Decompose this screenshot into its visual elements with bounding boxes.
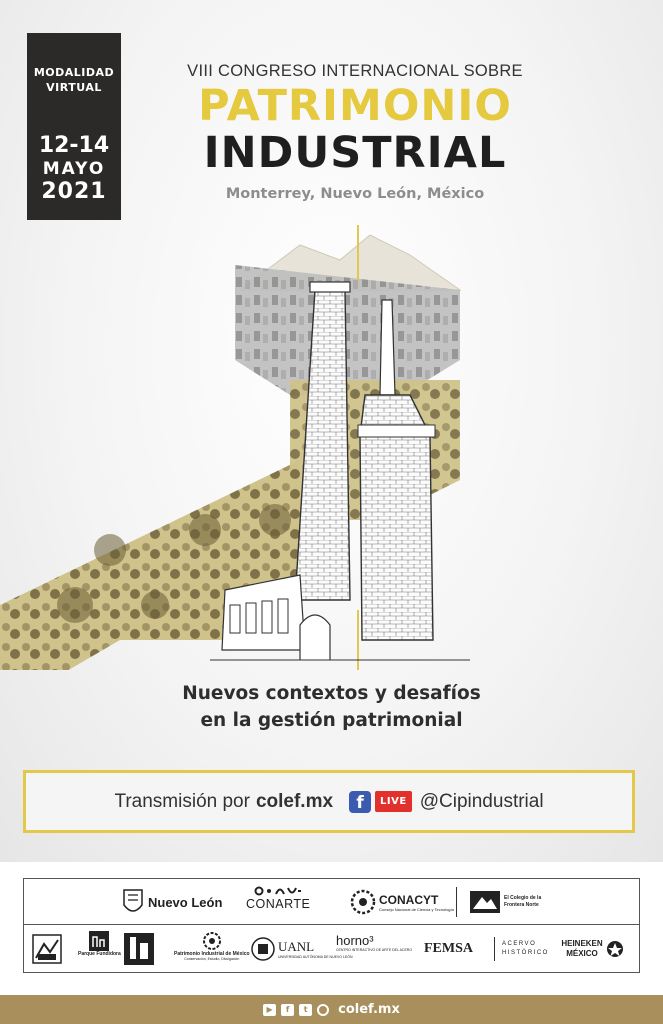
logo-heineken (558, 933, 624, 965)
uanl-shield-icon (250, 935, 276, 963)
sponsors-divider (24, 924, 639, 925)
live-badge: LIVE (375, 791, 412, 812)
logo-pim-subtext: Conservación, Estudio, Divulgación (184, 957, 240, 961)
modality-date-badge (27, 33, 121, 220)
logo-nuevo-leon (122, 885, 222, 919)
conarte-mark-icon (254, 885, 302, 897)
logo-horno3-subtext: CENTRO INTERACTIVO DE ARTE DEL ACERO (336, 948, 413, 952)
twitter-icon[interactable]: t (299, 1004, 312, 1016)
logo-heineken-text: HEINEKEN MÉXICO (561, 939, 603, 958)
logo-conacyt-text: CONACYT (379, 892, 439, 907)
logo-museum-mark (124, 931, 154, 967)
logo-nuevo-leon-text: Nuevo León (148, 894, 223, 910)
event-year: 2021 (41, 179, 107, 204)
footer-website-link[interactable]: colef.mx (338, 1002, 400, 1017)
instagram-icon[interactable] (317, 1004, 329, 1016)
title-industrial: INDUSTRIAL (203, 128, 507, 178)
logo-acervo-text: ACERVO HISTÓRICO (502, 941, 549, 956)
social-handle[interactable]: @Cipindustrial (419, 790, 544, 812)
logo-conarte (246, 885, 310, 919)
logo-pim-text: Patrimonio Industrial de México (174, 951, 250, 957)
title-block (150, 60, 560, 202)
conference-subtitle (100, 680, 563, 734)
sponsors-section (0, 862, 663, 995)
subtitle-line-1: Nuevos contextos y desafíos (182, 683, 481, 704)
logo-parque-fundidora-text: Parque Fundidora (78, 951, 121, 957)
logo-horno3-text: horno³ (336, 933, 374, 948)
logo-conacyt (350, 885, 454, 919)
transmission-site-link[interactable]: colef.mx (255, 790, 334, 812)
logo-fundidora-mark (30, 931, 64, 967)
logo-femsa-text: FEMSA (424, 941, 473, 956)
femsa-separator (494, 937, 495, 961)
footer-bar (0, 995, 663, 1024)
fundidora-emblem-icon (30, 932, 64, 966)
logo-horno3 (336, 933, 412, 965)
logo-patrimonio-industrial-mexico (174, 931, 250, 967)
event-location: Monterrey, Nuevo León, México (225, 186, 485, 202)
heineken-star-icon (606, 940, 624, 958)
subtitle-line-2: en la gestión patrimonial (200, 710, 463, 731)
facebook-icon[interactable]: f (349, 791, 371, 813)
transmission-box (23, 770, 635, 833)
youtube-icon[interactable]: ▶ (263, 1004, 276, 1016)
logo-conarte-text: CONARTE (246, 897, 311, 911)
event-dates: 12-14 (38, 133, 110, 158)
logo-acervo-historico (502, 935, 554, 963)
sponsor-separator (456, 887, 457, 917)
modality-value: VIRTUAL (46, 81, 102, 94)
conacyt-globe-icon (350, 889, 376, 915)
congress-label: VIII CONGRESO INTERNACIONAL SOBRE (187, 62, 523, 80)
museum-emblem-icon (124, 933, 154, 965)
nuevo-leon-shield-icon (122, 887, 144, 917)
parque-fundidora-icon (89, 931, 109, 951)
chimney-illustration (0, 220, 663, 670)
logo-colef (470, 887, 550, 917)
logo-colef-text: El Colegio de la Frontera Norte (504, 895, 542, 908)
transmission-label: Transmisión por (114, 790, 250, 812)
title-patrimonio: PATRIMONIO (198, 81, 512, 131)
logo-uanl-text: UANL (278, 939, 315, 954)
logo-uanl-subtext: UNIVERSIDAD AUTÓNOMA DE NUEVO LEÓN (278, 955, 353, 959)
logo-conacyt-subtext: Consejo Nacional de Ciencia y Tecnología (379, 906, 454, 912)
logo-parque-fundidora (78, 931, 121, 967)
facebook-icon[interactable]: f (281, 1004, 294, 1016)
sponsors-frame (23, 878, 640, 973)
event-month: MAYO (42, 159, 106, 179)
round-chimney (380, 300, 395, 395)
logo-femsa (424, 935, 473, 963)
gear-icon (201, 931, 223, 951)
colef-mountain-icon (470, 891, 500, 913)
modality-label: MODALIDAD (33, 66, 115, 79)
